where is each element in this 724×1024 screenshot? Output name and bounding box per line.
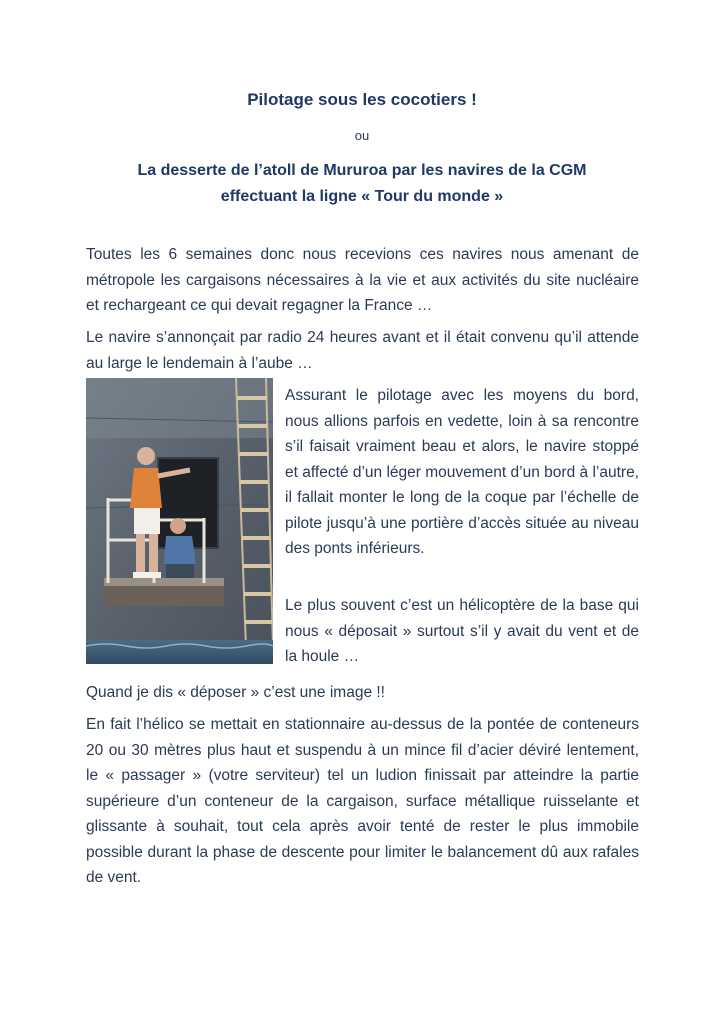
subtitle-line-1: La desserte de l’atoll de Mururoa par les navires de la CGM — [137, 162, 587, 179]
paragraph-radio: Le navire s’annonçait par radio 24 heures avant et il était convenu qu’il attende au large le lendemain à l’aube … — [86, 329, 639, 372]
subtitle-line-2: effectuant la ligne « Tour du monde » — [220, 188, 504, 205]
paragraph-image: Quand je dis « déposer » c’est une image !! — [86, 684, 385, 701]
paragraph-helicoptere: Le plus souvent c’est un hélicoptère de la base qui nous « déposait » surtout s’il y avait du vent et de la houle … — [285, 597, 639, 665]
document-subtitle — [0, 158, 724, 210]
paragraph-intro: Toutes les 6 semaines donc nous recevions ces navires nous amenant de métropole les cargaisons nécessaires à la vie et aux activités du site nucléaire et rechargeant ce qui devait regagner la France … — [86, 246, 639, 314]
paragraph-pilotage: Assurant le pilotage avec les moyens du bord, nous allions parfois en vedette, loin à sa rencontre s’il faisait vraiment beau et alors, le navire stoppé et affecté d’un léger mouvement d’un bord à l’autre, il fallait monter le long de la coque par l’échelle de pilote jusqu’à une portière d’accès située au niveau des ponts inférieurs. — [285, 387, 639, 557]
ship-ladder-photo — [86, 378, 273, 664]
paragraph-stationnaire: En fait l’hélico se mettait en stationnaire au-dessus de la pontée de conteneurs 20 ou 30 mètres plus haut et suspendu à un mince fil d’acier déviré lentement, le « passager » (votre serviteur) tel un ludion finissait par atteindre la partie supérieure d’un conteneur de la cargaison, surface métallique ruisselante et glissante à souhait, tout cela après avoir tenté de rester le plus immobile possible durant la phase de descente pour limiter le balancement dû aux rafales de vent. — [86, 716, 639, 886]
document-title: Pilotage sous les cocotiers ! — [247, 90, 477, 109]
title-connector: ou — [354, 128, 370, 143]
